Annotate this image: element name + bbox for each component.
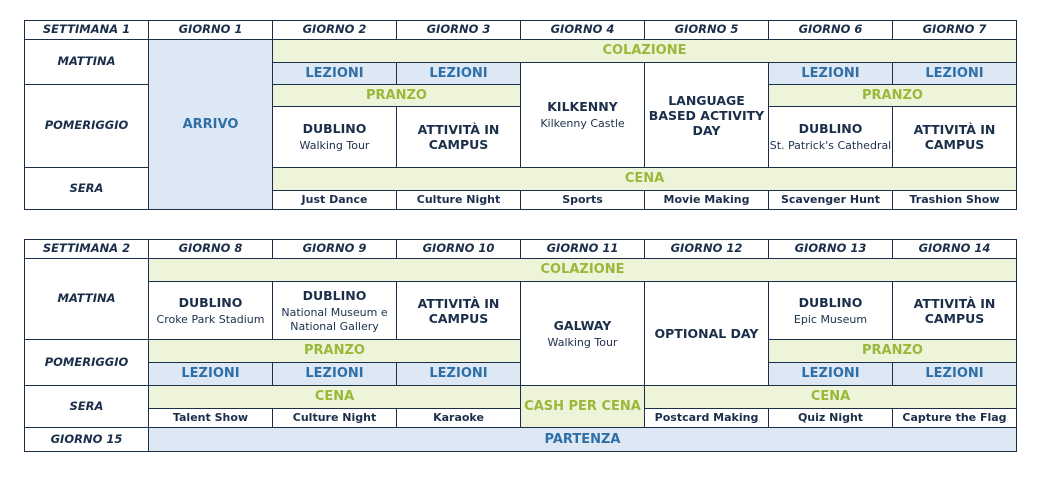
day-header: GIORNO 5 [645, 21, 769, 40]
language-day-cell [645, 63, 769, 168]
activity-title: LANGUAGE BASED ACTIVITY DAY [648, 92, 765, 138]
activity-title: KILKENNY [547, 99, 618, 115]
day-header: GIORNO 12 [645, 240, 769, 259]
row-label-afternoon: POMERIGGIO [25, 85, 149, 168]
day-header: GIORNO 2 [273, 21, 397, 40]
activity-title: DUBLINO [798, 121, 863, 137]
evening-activity: Karaoke [397, 409, 521, 428]
activity-cell [397, 107, 521, 168]
row-label-evening: SERA [25, 386, 149, 428]
dinner-cell: CENA [645, 386, 1017, 409]
week-label: SETTIMANA 2 [25, 240, 149, 259]
lessons-cell: LEZIONI [893, 363, 1017, 386]
activity-title: ATTIVITÀ IN CAMPUS [417, 295, 500, 326]
week1-table [24, 20, 1017, 210]
evening-activity: Talent Show [149, 409, 273, 428]
lessons-cell: LEZIONI [149, 363, 273, 386]
lessons-cell: LEZIONI [397, 63, 521, 85]
row-label-evening: SERA [25, 168, 149, 210]
evening-activity: Culture Night [397, 191, 521, 210]
activity-title: ATTIVITÀ IN CAMPUS [417, 122, 500, 152]
departure-cell: PARTENZA [149, 428, 1017, 452]
activity-cell [769, 282, 893, 340]
day-header: GIORNO 8 [149, 240, 273, 259]
day15-label: GIORNO 15 [25, 428, 149, 452]
evening-activity: Scavenger Hunt [769, 191, 893, 210]
evening-activity: Capture the Flag [893, 409, 1017, 428]
row-label-morning: MATTINA [25, 259, 149, 340]
cash-dinner-cell: CASH PER CENA [521, 386, 645, 428]
dinner-cell: CENA [273, 168, 1017, 191]
activity-cell [769, 107, 893, 168]
activity-cell [149, 282, 273, 340]
evening-activity: Quiz Night [769, 409, 893, 428]
activity-sub: St. Patrick's Cathedral [769, 139, 892, 153]
activity-sub: Walking Tour [547, 335, 618, 349]
week-label: SETTIMANA 1 [25, 21, 149, 40]
activity-title: OPTIONAL DAY [654, 326, 759, 341]
activity-sub: Epic Museum [793, 312, 868, 326]
arrival-cell: ARRIVO [149, 40, 273, 210]
lessons-cell: LEZIONI [397, 363, 521, 386]
activity-sub: Croke Park Stadium [156, 312, 265, 326]
lessons-cell: LEZIONI [769, 363, 893, 386]
day-header: GIORNO 3 [397, 21, 521, 40]
galway-cell [521, 282, 645, 386]
lunch-cell: PRANZO [769, 85, 1017, 107]
day-header: GIORNO 7 [893, 21, 1017, 40]
evening-activity: Postcard Making [645, 409, 769, 428]
kilkenny-cell [521, 63, 645, 168]
lessons-cell: LEZIONI [273, 63, 397, 85]
day-header: GIORNO 11 [521, 240, 645, 259]
day-header: GIORNO 10 [397, 240, 521, 259]
lunch-cell: PRANZO [149, 340, 521, 363]
evening-activity: Sports [521, 191, 645, 210]
lessons-cell: LEZIONI [893, 63, 1017, 85]
evening-activity: Trashion Show [893, 191, 1017, 210]
activity-sub: National Museum e National Gallery [281, 306, 388, 333]
activity-title: DUBLINO [178, 294, 243, 310]
breakfast-cell: COLAZIONE [149, 259, 1017, 282]
day-header: GIORNO 1 [149, 21, 273, 40]
lessons-cell: LEZIONI [769, 63, 893, 85]
activity-title: ATTIVITÀ IN CAMPUS [913, 122, 996, 152]
day-header: GIORNO 13 [769, 240, 893, 259]
day-header: GIORNO 9 [273, 240, 397, 259]
activity-sub: Kilkenny Castle [540, 117, 625, 131]
row-label-afternoon: POMERIGGIO [25, 340, 149, 386]
activity-sub: Walking Tour [299, 139, 370, 153]
activity-cell [893, 107, 1017, 168]
evening-activity: Movie Making [645, 191, 769, 210]
lunch-cell: PRANZO [769, 340, 1017, 363]
lessons-cell: LEZIONI [273, 363, 397, 386]
evening-activity: Just Dance [273, 191, 397, 210]
day-header: GIORNO 14 [893, 240, 1017, 259]
lunch-cell: PRANZO [273, 85, 521, 107]
activity-title: GALWAY [553, 317, 612, 333]
optional-day-cell [645, 282, 769, 386]
activity-cell [273, 107, 397, 168]
row-label-morning: MATTINA [25, 40, 149, 85]
week2-table [24, 239, 1017, 452]
breakfast-cell: COLAZIONE [273, 40, 1017, 63]
activity-cell [893, 282, 1017, 340]
day-header: GIORNO 6 [769, 21, 893, 40]
activity-cell [397, 282, 521, 340]
activity-title: DUBLINO [302, 121, 367, 137]
day-header: GIORNO 4 [521, 21, 645, 40]
activity-title: DUBLINO [798, 294, 863, 310]
activity-title: DUBLINO [302, 288, 367, 304]
activity-cell [273, 282, 397, 340]
evening-activity: Culture Night [273, 409, 397, 428]
dinner-cell: CENA [149, 386, 521, 409]
activity-title: ATTIVITÀ IN CAMPUS [913, 295, 996, 326]
